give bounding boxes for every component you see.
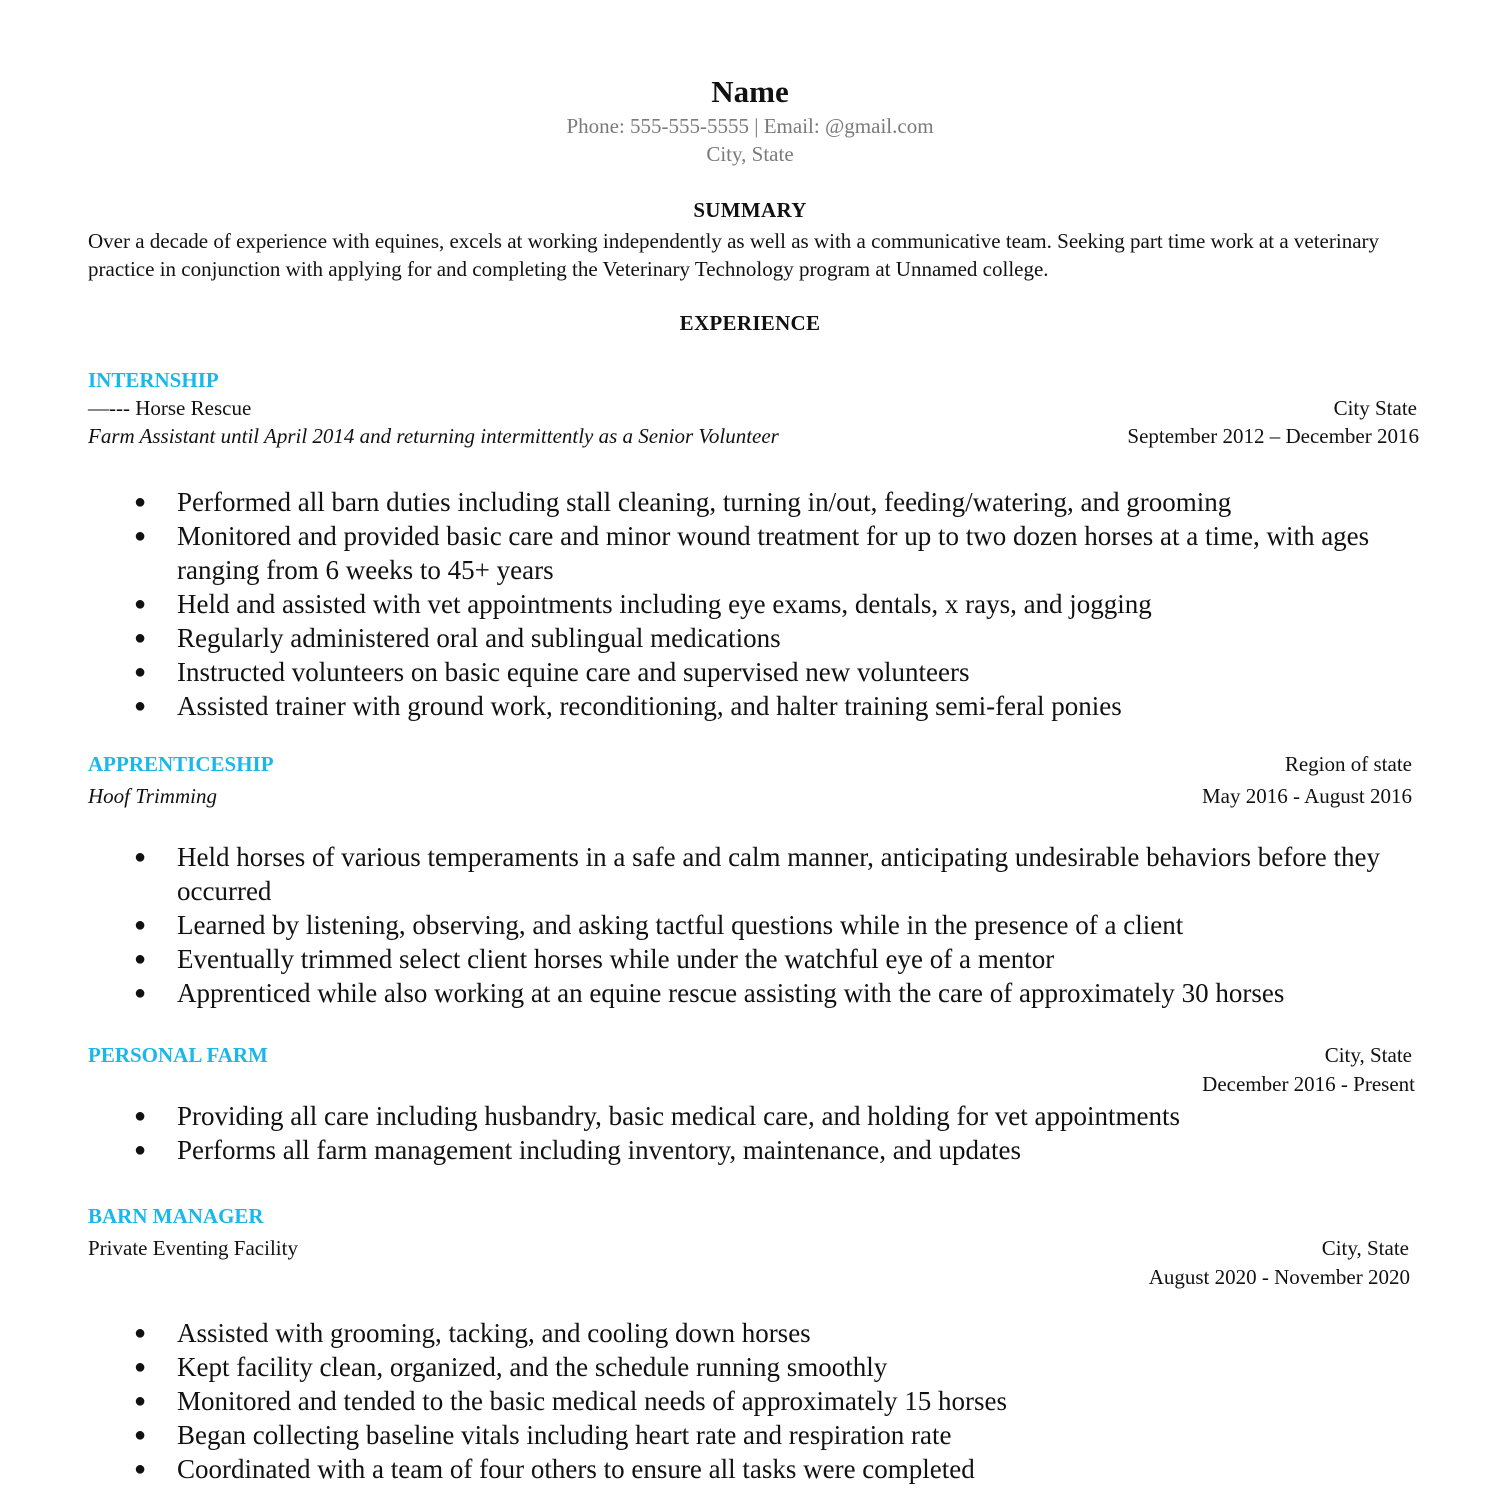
list-item [88, 621, 1438, 655]
bullet-icon: ● [134, 846, 147, 868]
bullet-list-internship [88, 485, 1438, 723]
list-item-text: Held and assisted with vet appointments including eye exams, dentals, x rays, and jogging [177, 589, 1152, 619]
job-dates-apprenticeship: May 2016 - August 2016 [1202, 784, 1412, 808]
list-item [88, 587, 1438, 621]
list-item [88, 1350, 1438, 1384]
job-location-apprenticeship: Region of state [1284, 752, 1412, 776]
bullet-list-barn-manager [88, 1316, 1438, 1486]
job-dates-personal-farm: December 2016 - Present [1202, 1072, 1415, 1096]
list-item-text: Assisted with grooming, tacking, and cooling down horses [177, 1318, 811, 1348]
job-dates-barn-manager: August 2020 - November 2020 [1148, 1265, 1410, 1289]
list-item-text: Regularly administered oral and sublingual medications [177, 623, 781, 653]
bullet-icon: ● [134, 982, 147, 1004]
list-item-text: Kept facility clean, organized, and the schedule running smoothly [177, 1352, 888, 1382]
candidate-location: City, State [706, 142, 794, 166]
list-item [88, 485, 1438, 519]
list-item [88, 976, 1438, 1010]
bullet-icon: ● [134, 525, 147, 547]
job-title-internship: INTERNSHIP [88, 368, 219, 392]
list-item-text: Coordinated with a team of four others to ensure all tasks were completed [177, 1454, 975, 1484]
bullet-icon: ● [134, 1458, 147, 1480]
list-item-text: Monitored and provided basic care and minor wound treatment for up to two dozen horses at a time, with ages ranging from 6 weeks to 45+ years [177, 521, 1370, 585]
list-item [88, 908, 1438, 942]
list-item-text: Instructed volunteers on basic equine care and supervised new volunteers [177, 657, 970, 687]
experience-heading: EXPERIENCE [679, 311, 821, 335]
contact-line: Phone: 555-555-5555 | Email: @gmail.com [566, 114, 934, 138]
job-title-personal-farm: PERSONAL FARM [88, 1043, 268, 1067]
bullet-icon: ● [134, 661, 147, 683]
job-org-barn-manager: Private Eventing Facility [88, 1236, 298, 1260]
job-title-apprenticeship: APPRENTICESHIP [88, 752, 274, 776]
bullet-icon: ● [134, 1390, 147, 1412]
job-location-barn-manager: City, State [1321, 1236, 1409, 1260]
bullet-icon: ● [134, 695, 147, 717]
bullet-icon: ● [134, 914, 147, 936]
list-item [88, 1418, 1438, 1452]
list-item-text: Held horses of various temperaments in a safe and calm manner, anticipating undesirable behaviors before they occurred [177, 842, 1380, 906]
list-item-text: Learned by listening, observing, and asking tactful questions while in the presence of a client [177, 910, 1184, 940]
bullet-icon: ● [134, 491, 147, 513]
candidate-name: Name [711, 74, 789, 109]
list-item-text: Providing all care including husbandry, basic medical care, and holding for vet appointments [177, 1101, 1180, 1131]
list-item-text: Assisted trainer with ground work, reconditioning, and halter training semi-feral ponies [177, 691, 1122, 721]
list-item-text: Performed all barn duties including stall cleaning, turning in/out, feeding/watering, and grooming [177, 487, 1232, 517]
bullet-icon: ● [134, 1105, 147, 1127]
job-role-internship: Farm Assistant until April 2014 and returning intermittently as a Senior Volunteer [88, 424, 779, 448]
list-item [88, 1316, 1438, 1350]
bullet-icon: ● [134, 948, 147, 970]
list-item [88, 1452, 1438, 1486]
summary-text: Over a decade of experience with equines, excels at working independently as well as with a communicative team. Seeking part time work at a veterinary practice in conjunction with applying for and completing the Veterinary Technology program at Unnamed college. [88, 229, 1380, 281]
list-item-text: Apprenticed while also working at an equine rescue assisting with the care of approximately 30 horses [177, 978, 1285, 1008]
bullet-icon: ● [134, 1322, 147, 1344]
bullet-list-personal-farm [88, 1099, 1438, 1167]
list-item [88, 519, 1438, 587]
bullet-icon: ● [134, 593, 147, 615]
bullet-icon: ● [134, 627, 147, 649]
list-item [88, 1133, 1438, 1167]
list-item [88, 1384, 1438, 1418]
bullet-icon: ● [134, 1139, 147, 1161]
list-item-text: Began collecting baseline vitals including heart rate and respiration rate [177, 1420, 952, 1450]
list-item [88, 840, 1438, 908]
list-item [88, 655, 1438, 689]
job-role-apprenticeship: Hoof Trimming [88, 784, 217, 808]
list-item-text: Eventually trimmed select client horses while under the watchful eye of a mentor [177, 944, 1055, 974]
bullet-icon: ● [134, 1424, 147, 1446]
list-item [88, 1099, 1438, 1133]
list-item-text: Performs all farm management including inventory, maintenance, and updates [177, 1135, 1021, 1165]
list-item [88, 689, 1438, 723]
job-title-barn-manager: BARN MANAGER [88, 1204, 264, 1228]
list-item-text: Monitored and tended to the basic medical needs of approximately 15 horses [177, 1386, 1008, 1416]
job-location-personal-farm: City, State [1324, 1043, 1412, 1067]
summary-heading: SUMMARY [693, 198, 807, 222]
job-dates-internship: September 2012 – December 2016 [1127, 424, 1419, 448]
bullet-icon: ● [134, 1356, 147, 1378]
job-location-internship: City State [1333, 396, 1417, 420]
job-org-internship: —--- Horse Rescue [88, 396, 252, 420]
bullet-list-apprenticeship [88, 840, 1438, 1010]
list-item [88, 942, 1438, 976]
